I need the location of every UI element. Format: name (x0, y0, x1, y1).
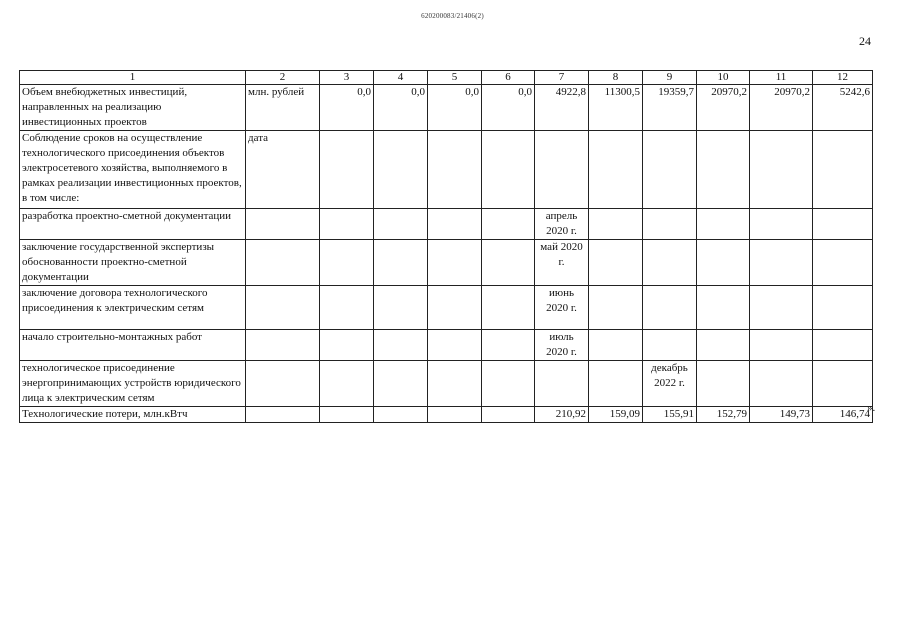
unit-cell (246, 361, 320, 407)
value-cell (320, 407, 374, 423)
header-row (20, 71, 873, 85)
table-row (20, 286, 873, 330)
row-label: технологическое присоединение энергопринимающих устройств юридического лица к электрическим сетям (20, 361, 246, 407)
row-label: разработка проектно-сметной документации (20, 209, 246, 240)
value-cell (428, 407, 482, 423)
page-number: 24 (859, 34, 871, 48)
value-cell (482, 330, 535, 361)
value-cell (697, 240, 750, 286)
value-cell (697, 286, 750, 330)
value-cell (589, 131, 643, 209)
value-cell (320, 330, 374, 361)
table-row (20, 407, 873, 423)
value-cell (697, 131, 750, 209)
data-table (19, 70, 876, 423)
value-cell (482, 361, 535, 407)
value-cell (535, 361, 589, 407)
document-id: 620200083/21406(2) (421, 12, 484, 20)
value-cell (589, 240, 643, 286)
value-cell (589, 361, 643, 407)
value-cell: 0,0 (428, 85, 482, 131)
column-header: 7 (535, 71, 589, 85)
column-header: 6 (482, 71, 535, 85)
value-cell (482, 240, 535, 286)
value-cell (813, 286, 873, 330)
value-cell (643, 286, 697, 330)
value-cell (750, 361, 813, 407)
column-header: 9 (643, 71, 697, 85)
column-header: 11 (750, 71, 813, 85)
table-closing-mark: ». (867, 402, 876, 414)
value-cell (374, 131, 428, 209)
value-cell (697, 361, 750, 407)
unit-cell (246, 240, 320, 286)
value-cell (374, 361, 428, 407)
unit-cell (246, 209, 320, 240)
value-cell: апрель 2020 г. (535, 209, 589, 240)
value-cell (320, 361, 374, 407)
value-cell (482, 131, 535, 209)
value-cell (482, 209, 535, 240)
table-row (20, 209, 873, 240)
value-cell (813, 131, 873, 209)
unit-cell (246, 286, 320, 330)
value-cell: 210,92 (535, 407, 589, 423)
value-cell: 0,0 (482, 85, 535, 131)
value-cell (374, 286, 428, 330)
value-cell: июнь 2020 г. (535, 286, 589, 330)
value-cell (374, 407, 428, 423)
table-row (20, 330, 873, 361)
value-cell (428, 361, 482, 407)
value-cell (750, 330, 813, 361)
value-cell (750, 286, 813, 330)
value-cell: май 2020 г. (535, 240, 589, 286)
column-header: 4 (374, 71, 428, 85)
value-cell (813, 361, 873, 407)
row-label: начало строительно-монтажных работ (20, 330, 246, 361)
row-label: Технологические потери, млн.кВтч (20, 407, 246, 423)
column-header: 3 (320, 71, 374, 85)
table-row (20, 361, 873, 407)
column-header: 12 (813, 71, 873, 85)
unit-cell (246, 330, 320, 361)
unit-cell (246, 407, 320, 423)
value-cell: декабрь 2022 г. (643, 361, 697, 407)
value-cell (428, 240, 482, 286)
value-cell (643, 209, 697, 240)
row-label: заключение договора технологического присоединения к электрическим сетям (20, 286, 246, 330)
value-cell: 20970,2 (750, 85, 813, 131)
value-cell (643, 330, 697, 361)
column-header: 8 (589, 71, 643, 85)
value-cell (428, 209, 482, 240)
value-cell: 5242,6 (813, 85, 873, 131)
value-cell (374, 240, 428, 286)
value-cell: 4922,8 (535, 85, 589, 131)
value-cell (750, 209, 813, 240)
value-cell (697, 209, 750, 240)
value-cell (320, 286, 374, 330)
value-cell: 152,79 (697, 407, 750, 423)
column-header: 5 (428, 71, 482, 85)
table-row (20, 240, 873, 286)
value-cell (589, 330, 643, 361)
value-cell (320, 131, 374, 209)
value-cell (428, 131, 482, 209)
value-cell (813, 240, 873, 286)
value-cell (589, 209, 643, 240)
value-cell (813, 209, 873, 240)
value-cell: 159,09 (589, 407, 643, 423)
value-cell: июль 2020 г. (535, 330, 589, 361)
row-label: заключение государственной экспертизы обоснованности проектно-сметной документации (20, 240, 246, 286)
value-cell: 0,0 (374, 85, 428, 131)
unit-cell: дата (246, 131, 320, 209)
value-cell: 146,74 (813, 407, 873, 423)
row-label: Объем внебюджетных инвестиций, направленных на реализацию инвестиционных проектов (20, 85, 246, 131)
value-cell (320, 240, 374, 286)
value-cell: 11300,5 (589, 85, 643, 131)
value-cell: 19359,7 (643, 85, 697, 131)
value-cell: 0,0 (320, 85, 374, 131)
value-cell (482, 286, 535, 330)
value-cell (482, 407, 535, 423)
table-row (20, 131, 873, 209)
value-cell (374, 330, 428, 361)
value-cell (535, 131, 589, 209)
column-header: 2 (246, 71, 320, 85)
table-row (20, 85, 873, 131)
column-header: 1 (20, 71, 246, 85)
value-cell (589, 286, 643, 330)
value-cell (428, 330, 482, 361)
value-cell (643, 131, 697, 209)
value-cell (374, 209, 428, 240)
unit-cell: млн. рублей (246, 85, 320, 131)
value-cell (428, 286, 482, 330)
value-cell (750, 240, 813, 286)
row-label: Соблюдение сроков на осуществление технологического присоединения объектов электросетевого хозяйства, выполняемого в рамках реализации инвестиционных проектов, в том числе: (20, 131, 246, 209)
value-cell (643, 240, 697, 286)
value-cell (320, 209, 374, 240)
value-cell (697, 330, 750, 361)
value-cell: 149,73 (750, 407, 813, 423)
value-cell: 20970,2 (697, 85, 750, 131)
value-cell (750, 131, 813, 209)
column-header: 10 (697, 71, 750, 85)
value-cell (813, 330, 873, 361)
value-cell: 155,91 (643, 407, 697, 423)
